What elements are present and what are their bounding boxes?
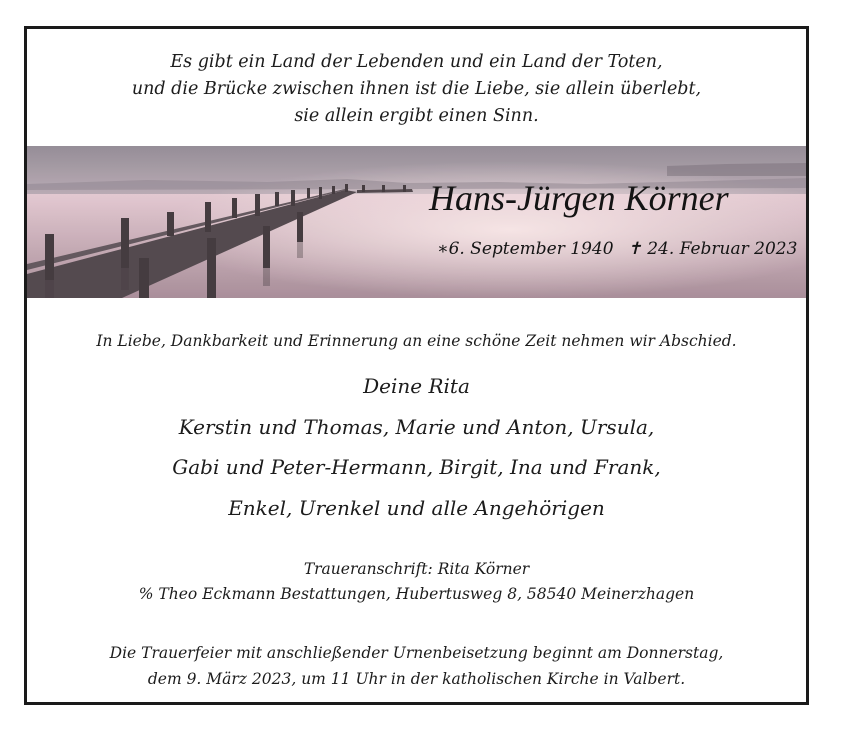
obituary-notice: [24, 26, 809, 705]
farewell-intro: In Liebe, Dankbarkeit und Erinnerung an eine schöne Zeit nehmen wir Abschied.: [96, 332, 737, 350]
memorial-quote: [27, 49, 806, 130]
quote-line-2: und die Brücke zwischen ihnen ist die Liebe, sie allein überlebt,: [131, 79, 702, 99]
mourners-line-4: Enkel, Urenkel und alle Angehörigen: [228, 495, 605, 520]
deceased-name: Hans-Jürgen Körner: [429, 178, 729, 218]
mourners-line-1: Deine Rita: [363, 374, 470, 398]
birth-star-icon: ∗: [437, 239, 449, 259]
quote-line-1: Es gibt ein Land der Lebenden und ein Land der Toten,: [170, 52, 663, 72]
ceremony-line-2: dem 9. März 2023, um 11 Uhr in der katholischen Kirche in Valbert.: [147, 670, 686, 688]
death-date: 24. Februar 2023: [647, 239, 798, 259]
pier-lake-photo: [27, 146, 806, 298]
quote-line-3: sie allein ergibt einen Sinn.: [294, 106, 539, 126]
funeral-ceremony-info: [27, 640, 806, 692]
mourners-line-3: Gabi und Peter-Hermann, Birgit, Ina und Frank,: [172, 455, 661, 479]
ceremony-line-1: Die Trauerfeier mit anschließender Urnenbeisetzung beginnt am Donnerstag,: [109, 644, 724, 662]
mourning-address: [27, 557, 806, 607]
address-line-2: % Theo Eckmann Bestattungen, Hubertusweg 8, 58540 Meinerzhagen: [138, 585, 695, 603]
mourners-list: [27, 366, 806, 528]
death-cross-icon: ✝: [627, 239, 642, 259]
birth-date: 6. September 1940: [448, 239, 614, 259]
address-line-1: Traueranschrift: Rita Körner: [303, 560, 530, 578]
life-dates: [437, 238, 797, 260]
mourners-line-2: Kerstin und Thomas, Marie und Anton, Ursula,: [178, 414, 655, 439]
memorial-banner: [27, 146, 806, 298]
